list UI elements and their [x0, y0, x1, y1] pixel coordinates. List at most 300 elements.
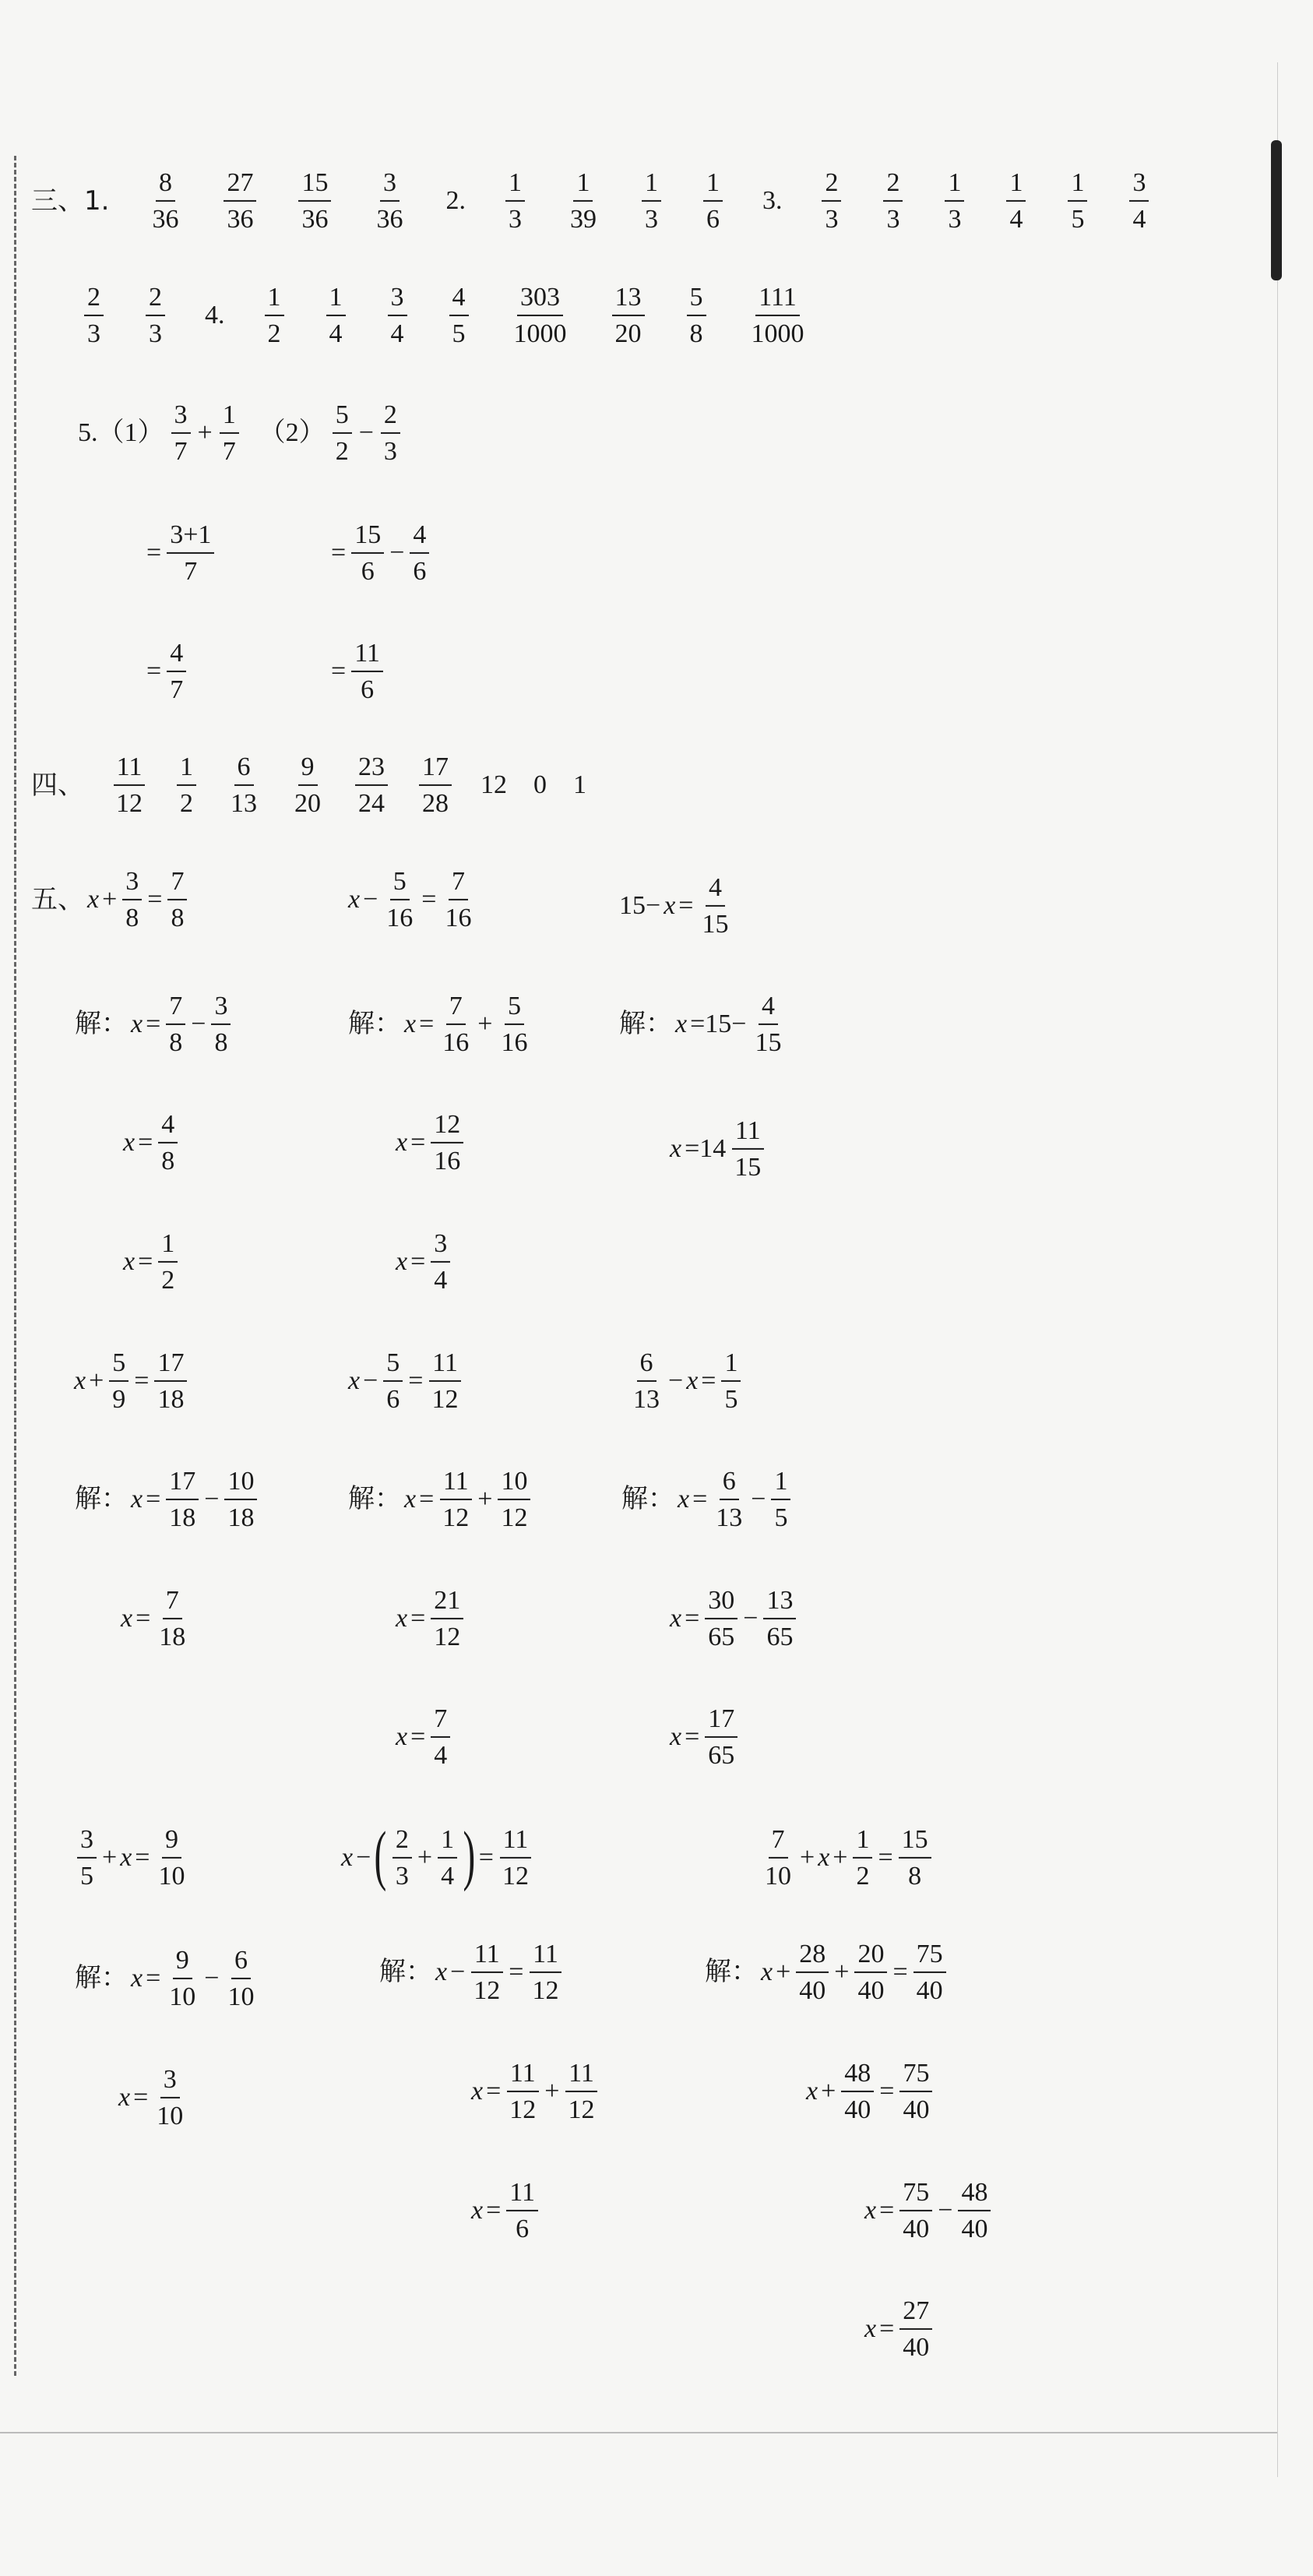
answer-line-s5-g3 — [118, 2064, 188, 2131]
denominator: 3 — [948, 205, 962, 234]
fraction — [410, 520, 429, 587]
fraction — [899, 2296, 932, 2363]
denominator: 4 — [390, 319, 404, 348]
fraction — [731, 1115, 764, 1182]
denominator: 5 — [1071, 205, 1085, 234]
text-token: − — [356, 1843, 371, 1872]
answer-line-s5-d3 — [121, 1585, 191, 1652]
fraction — [705, 1704, 737, 1771]
fraction — [392, 1824, 412, 1891]
answer-line-s5-d1 — [74, 1348, 189, 1415]
denominator: 2 — [267, 319, 281, 348]
variable-x: x — [396, 1722, 408, 1751]
denominator: 39 — [569, 205, 597, 234]
text-token: + — [776, 1958, 791, 1986]
fraction — [1068, 167, 1087, 234]
binding-dashed-line — [14, 156, 16, 2376]
fraction — [373, 167, 406, 234]
fraction — [167, 866, 187, 933]
variable-x: x — [118, 2083, 131, 2112]
variable-x: x — [761, 1958, 773, 1986]
text-token: = — [410, 1128, 426, 1157]
answer-line-s5-h1 — [341, 1817, 534, 1892]
fraction — [796, 1939, 829, 2006]
fraction — [439, 1466, 472, 1533]
variable-x: x — [396, 1128, 408, 1157]
text-token: = — [410, 1722, 426, 1751]
text-token: 3. — [762, 186, 783, 215]
fraction — [122, 866, 142, 933]
numerator: 2 — [883, 167, 903, 202]
denominator: 3 — [825, 205, 839, 234]
answer-line-s5-i5 — [864, 2296, 935, 2363]
answer-line-s5-b1 — [348, 866, 477, 933]
numerator: 7 — [449, 866, 468, 900]
fraction — [220, 400, 239, 467]
variable-x: x — [123, 1247, 136, 1276]
fraction — [153, 2064, 186, 2131]
fraction — [381, 400, 400, 467]
fraction — [149, 167, 181, 234]
denominator: 7 — [174, 437, 188, 466]
text-token: + — [102, 885, 118, 914]
variable-x: x — [471, 2196, 484, 2225]
denominator: 6 — [706, 205, 720, 234]
answer-line-s5-c3 — [670, 1115, 766, 1182]
text-token: = — [146, 657, 162, 685]
text-token: = — [878, 1843, 893, 1872]
numerator: 5 — [109, 1348, 128, 1382]
text-token: − — [668, 1366, 684, 1395]
fraction — [333, 400, 352, 467]
text-token: − — [938, 2196, 953, 2225]
denominator: 16 — [501, 1028, 528, 1057]
denominator: 3 — [644, 205, 658, 234]
variable-x: x — [348, 1366, 361, 1395]
text-token: = — [138, 1128, 153, 1157]
variable-x: x — [670, 1134, 682, 1163]
variable-x: x — [341, 1843, 354, 1872]
text-token: + — [834, 1958, 850, 1986]
fraction — [687, 282, 706, 349]
answer-line-s5-b2 — [348, 991, 533, 1058]
text-token: =14 — [685, 1134, 727, 1163]
denominator: 2 — [161, 1266, 175, 1295]
numerator: 303 — [517, 282, 563, 316]
text-token: = — [146, 1485, 161, 1514]
fraction — [166, 991, 185, 1058]
text-token: 5.（1） — [78, 418, 164, 447]
text-token: 15− — [619, 891, 661, 920]
answer-line-s5-i2 — [705, 1939, 949, 2006]
denominator: 4 — [1132, 205, 1146, 234]
text-token: + — [800, 1843, 815, 1872]
numerator: 11 — [732, 1115, 764, 1150]
fraction — [713, 1466, 745, 1533]
denominator: 40 — [916, 1976, 943, 2005]
numerator: 6 — [231, 1945, 251, 1979]
numerator: 75 — [899, 2177, 932, 2211]
answer-line-s5-f1 — [628, 1348, 743, 1415]
denominator: 36 — [301, 205, 329, 234]
text-token: = — [419, 1485, 435, 1514]
numerator: 3 — [160, 2064, 180, 2099]
answer-line-s5-i1 — [759, 1824, 934, 1891]
fraction — [431, 1109, 463, 1176]
variable-x: x — [670, 1604, 682, 1633]
variable-x: x — [404, 1485, 417, 1514]
numerator: 12 — [431, 1109, 463, 1144]
text-token: 解： — [348, 1010, 401, 1038]
denominator: 10 — [157, 2102, 184, 2130]
denominator: 8 — [171, 904, 185, 932]
fraction — [77, 1824, 97, 1891]
fraction — [883, 167, 903, 234]
numerator: 1 — [721, 1348, 741, 1382]
fraction — [565, 2058, 597, 2125]
denominator: 36 — [152, 205, 179, 234]
fraction — [166, 1466, 199, 1533]
numerator: 3 — [431, 1228, 450, 1263]
numerator: 1 — [771, 1466, 790, 1500]
numerator: 75 — [899, 2058, 932, 2092]
section-number: 三、1. — [31, 185, 110, 217]
denominator: 13 — [716, 1503, 743, 1532]
fraction — [505, 167, 525, 234]
bottom-rule — [0, 2432, 1277, 2433]
denominator: 18 — [157, 1385, 185, 1414]
numerator: 1 — [945, 167, 964, 202]
fraction — [265, 282, 284, 349]
numerator: 17 — [154, 1348, 187, 1382]
fraction — [498, 1466, 530, 1533]
fraction — [431, 1228, 450, 1295]
text-token: = — [135, 1843, 150, 1872]
text-token: = — [136, 1604, 151, 1633]
denominator: 15 — [702, 910, 729, 939]
answer-line-s4-row — [31, 752, 586, 819]
text-token: + — [477, 1485, 493, 1514]
fraction — [958, 2177, 991, 2244]
denominator: 4 — [441, 1862, 455, 1891]
fraction — [499, 1824, 532, 1891]
fraction — [298, 167, 331, 234]
denominator: 12 — [431, 1385, 459, 1414]
numerator: 7 — [166, 991, 185, 1025]
answer-line-s5-f4 — [670, 1704, 740, 1771]
numerator: 30 — [705, 1585, 737, 1619]
denominator: 12 — [568, 2095, 595, 2124]
denominator: 3 — [149, 319, 162, 348]
fraction — [155, 1824, 188, 1891]
text-token: = — [486, 2077, 502, 2106]
text-token: + — [477, 1010, 493, 1038]
text-token: 2. — [445, 186, 466, 215]
numerator: 1 — [265, 282, 284, 316]
numerator: 5 — [390, 866, 410, 900]
numerator: 4 — [449, 282, 469, 316]
text-token: = — [146, 1964, 161, 1993]
numerator: 11 — [565, 2058, 597, 2092]
fraction — [438, 1824, 457, 1891]
numerator: 1 — [326, 282, 346, 316]
denominator: 6 — [361, 557, 375, 586]
variable-x: x — [123, 1128, 136, 1157]
denominator: 8 — [908, 1862, 922, 1891]
fraction — [703, 167, 723, 234]
fraction — [721, 1348, 741, 1415]
answer-line-s5-a3 — [123, 1109, 180, 1176]
denominator: 5 — [452, 319, 466, 348]
fraction — [439, 991, 472, 1058]
variable-x: x — [864, 2196, 877, 2225]
denominator: 12 — [116, 789, 143, 818]
answer-line-s5-f2 — [621, 1466, 793, 1533]
variable-x: x — [396, 1604, 408, 1633]
denominator: 6 — [516, 2215, 530, 2243]
answer-line-s5-g1 — [75, 1824, 190, 1891]
denominator: 3 — [383, 437, 397, 466]
numerator: 2 — [84, 282, 104, 316]
denominator: 12 — [532, 1976, 559, 2005]
numerator: 4 — [706, 872, 725, 907]
numerator: 4 — [158, 1109, 178, 1144]
fraction — [853, 1824, 872, 1891]
fraction — [771, 1466, 790, 1533]
variable-x: x — [348, 885, 361, 914]
section-number: 四、 — [31, 770, 84, 801]
denominator: 10 — [169, 1982, 196, 2011]
fraction — [84, 282, 104, 349]
fraction — [470, 1939, 503, 2006]
numerator: 5 — [383, 1348, 403, 1382]
denominator: 40 — [903, 2215, 930, 2243]
fraction — [171, 400, 191, 467]
fraction — [1129, 167, 1149, 234]
numerator: 1 — [220, 400, 239, 434]
numerator: 15 — [351, 520, 384, 554]
denominator: 8 — [214, 1028, 228, 1057]
numerator: 17 — [166, 1466, 199, 1500]
page-edge-line — [1277, 62, 1278, 2477]
variable-x: x — [396, 1247, 408, 1276]
answer-line-s5-d2 — [75, 1466, 259, 1533]
text-token: + — [821, 2077, 836, 2106]
denominator: 40 — [799, 1976, 826, 2005]
text-token: − — [450, 1958, 466, 1986]
variable-x: x — [678, 1485, 690, 1514]
text-token: 解： — [75, 1485, 128, 1514]
denominator: 16 — [445, 904, 472, 932]
answer-line-s5-a1 — [31, 866, 189, 933]
fraction — [529, 1939, 561, 2006]
text-token: = — [410, 1604, 426, 1633]
fraction — [146, 282, 165, 349]
denominator: 18 — [169, 1503, 196, 1532]
answer-line-s5-e1 — [348, 1348, 463, 1415]
numerator: 7 — [163, 1585, 182, 1619]
text-token: 解： — [75, 1964, 128, 1993]
numerator: 7 — [446, 991, 466, 1025]
text-token: = — [509, 1958, 524, 1986]
numerator: 1 — [1006, 167, 1026, 202]
fraction — [822, 167, 841, 234]
text-token: 解： — [379, 1958, 432, 1986]
fraction — [154, 1348, 187, 1415]
numerator: 7 — [769, 1824, 788, 1859]
text-token: = — [410, 1247, 426, 1276]
numerator: 20 — [854, 1939, 887, 1973]
denominator: 8 — [689, 319, 703, 348]
numerator: 111 — [755, 282, 799, 316]
fraction — [156, 1585, 188, 1652]
variable-x: x — [664, 891, 676, 920]
text-token: = — [486, 2196, 502, 2225]
numerator: 5 — [505, 991, 524, 1025]
denominator: 9 — [112, 1385, 126, 1414]
denominator: 12 — [442, 1503, 470, 1532]
fraction — [449, 282, 469, 349]
denominator: 65 — [708, 1741, 735, 1770]
fraction — [428, 1348, 461, 1415]
numerator: 3 — [77, 1824, 97, 1859]
numerator: 3 — [388, 282, 407, 316]
numerator: 27 — [899, 2296, 932, 2330]
variable-x: x — [675, 1010, 688, 1038]
variable-x: x — [404, 1010, 417, 1038]
fraction — [752, 991, 784, 1058]
numerator: 1 — [505, 167, 525, 202]
denominator: 12 — [502, 1862, 529, 1891]
answer-line-s5-c1 — [619, 872, 734, 939]
numerator: 17 — [419, 752, 452, 786]
numerator: 2 — [392, 1824, 412, 1859]
text-token: = — [331, 538, 347, 567]
numerator: 11 — [506, 2177, 538, 2211]
fraction — [227, 752, 260, 819]
variable-x: x — [120, 1843, 132, 1872]
denominator: 12 — [501, 1503, 528, 1532]
answer-line-s5-c2 — [619, 991, 787, 1058]
answer-line-s3-q5-line1 — [78, 400, 403, 467]
denominator: 2 — [856, 1862, 870, 1891]
denominator: 4 — [329, 319, 343, 348]
variable-x: x — [471, 2077, 484, 2106]
answer-line-s3-row1 — [31, 167, 1151, 234]
answer-line-s5-g2 — [75, 1945, 259, 2012]
numerator: 2 — [822, 167, 841, 202]
numerator: 11 — [114, 752, 146, 786]
numerator: 5 — [333, 400, 352, 434]
text-token: 解： — [348, 1485, 401, 1514]
denominator: 13 — [231, 789, 257, 818]
fraction — [167, 520, 214, 587]
numerator: 6 — [720, 1466, 739, 1500]
fraction — [642, 167, 661, 234]
fraction — [506, 2177, 538, 2244]
numerator: 11 — [429, 1348, 461, 1382]
denominator: 10 — [158, 1862, 185, 1891]
numerator: 75 — [913, 1939, 946, 1973]
numerator: 1 — [853, 1824, 872, 1859]
denominator: 3 — [87, 319, 100, 348]
fraction — [945, 167, 964, 234]
text-token: − — [191, 1010, 206, 1038]
fraction — [748, 282, 808, 349]
numerator: 6 — [637, 1348, 656, 1382]
denominator: 13 — [633, 1385, 660, 1414]
denominator: 36 — [376, 205, 403, 234]
numerator: 5 — [687, 282, 706, 316]
numerator: 17 — [705, 1704, 737, 1738]
answer-line-s5-f3 — [670, 1585, 798, 1652]
numerator: 48 — [841, 2058, 874, 2092]
numerator: 23 — [355, 752, 388, 786]
denominator: 15 — [755, 1028, 782, 1057]
denominator: 12 — [509, 2095, 537, 2124]
numerator: 15 — [899, 1824, 931, 1859]
denominator: 2 — [335, 437, 349, 466]
denominator: 4 — [434, 1266, 448, 1295]
text-token: = — [421, 885, 437, 914]
section-number: 五、 — [31, 884, 84, 915]
numerator: 1 — [1068, 167, 1087, 202]
text-token: + — [833, 1843, 848, 1872]
denominator: 40 — [961, 2215, 988, 2243]
denominator: 18 — [159, 1623, 186, 1651]
text-token: 解： — [705, 1958, 758, 1986]
fraction — [109, 1348, 128, 1415]
text-token: = — [419, 1010, 435, 1038]
fraction — [388, 282, 407, 349]
text-token: = — [879, 2314, 895, 2343]
variable-x: x — [670, 1722, 682, 1751]
fraction — [351, 520, 384, 587]
fraction — [211, 991, 231, 1058]
text-token: = — [879, 2077, 895, 2106]
answer-line-s3-q5-a2 — [146, 520, 216, 587]
numerator: 1 — [158, 1228, 178, 1263]
fraction — [419, 752, 452, 819]
text-token: 4. — [205, 301, 225, 329]
text-token: + — [89, 1366, 104, 1395]
numerator: 3 — [211, 991, 231, 1025]
denominator: 6 — [361, 675, 375, 704]
text-token: + — [197, 418, 213, 447]
fraction — [854, 1939, 887, 2006]
text-token: − — [358, 418, 374, 447]
denominator: 16 — [386, 904, 414, 932]
answer-line-s5-e3 — [396, 1585, 466, 1652]
numerator: 1 — [642, 167, 661, 202]
denominator: 3 — [395, 1862, 409, 1891]
denominator: 4 — [434, 1741, 448, 1770]
denominator: 28 — [422, 789, 449, 818]
denominator: 40 — [903, 2333, 930, 2362]
text-token: − — [204, 1964, 220, 1993]
text-token: = — [678, 891, 694, 920]
numerator: 48 — [958, 2177, 991, 2211]
text-token: = — [134, 1366, 150, 1395]
denominator: 10 — [765, 1862, 791, 1891]
fraction — [224, 1466, 257, 1533]
numerator: 15 — [298, 167, 331, 202]
fraction — [158, 1228, 178, 1295]
variable-x: x — [818, 1843, 830, 1872]
text-token: 解： — [75, 1010, 128, 1038]
fraction — [705, 1585, 737, 1652]
answer-line-s3-row2 — [82, 282, 810, 349]
